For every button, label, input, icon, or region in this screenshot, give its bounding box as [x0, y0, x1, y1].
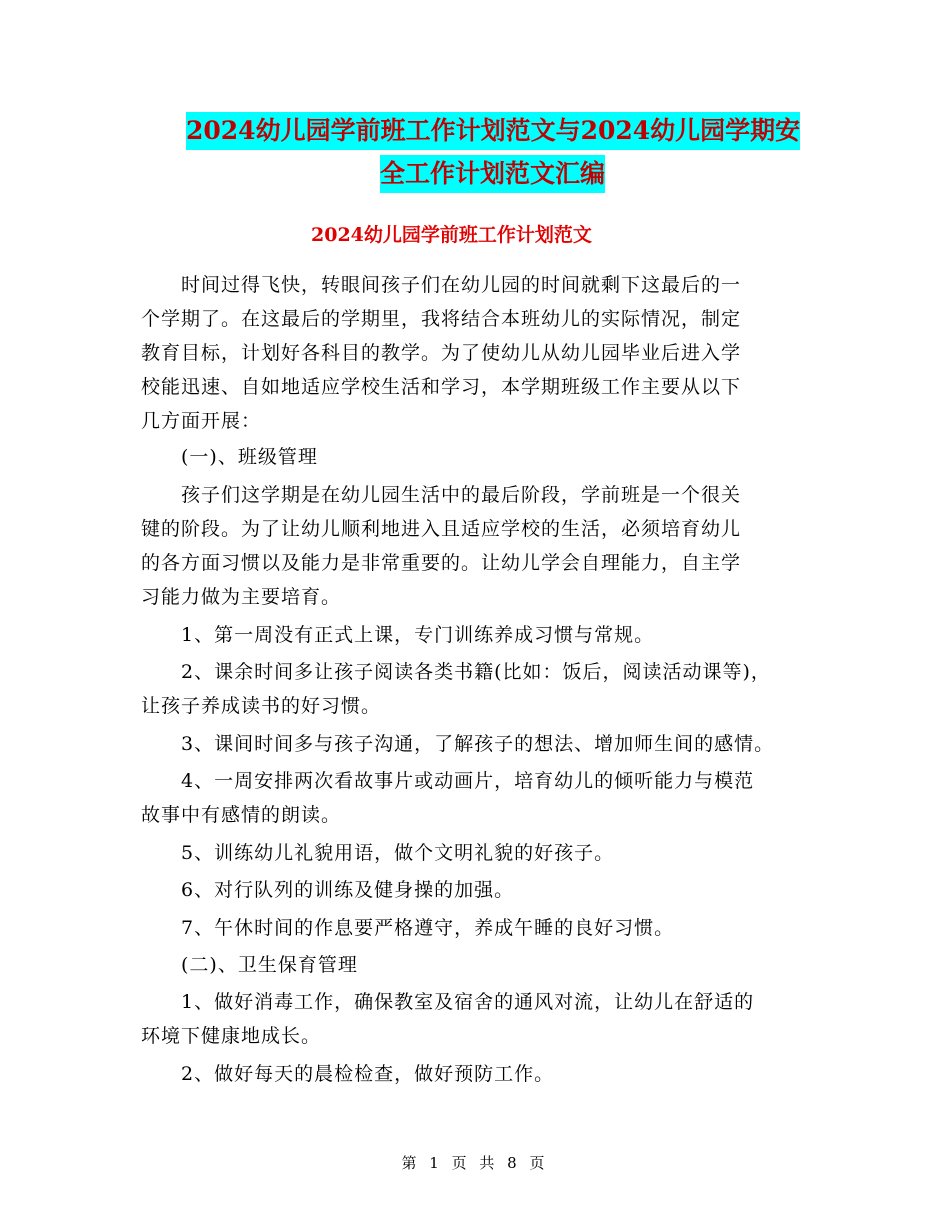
text-line: 时间过得飞快，转眼间孩子们在幼儿园的时间就剩下这最后的一: [141, 274, 742, 296]
text-line: 1、做好消毒工作，确保教室及宿舍的通风对流，让幼儿在舒适的: [141, 991, 755, 1013]
text-line: 个学期了。在这最后的学期里，我将结合本班幼儿的实际情况，制定: [141, 308, 742, 330]
text-line: 键的阶段。为了让幼儿顺利地进入且适应学校的生活，必须培育幼儿: [141, 518, 742, 540]
text-line: 教育目标，计划好各科目的教学。为了使幼儿从幼儿园毕业后进入学: [141, 342, 742, 364]
text-line: 5、训练幼儿礼貌用语，做个文明礼貌的好孩子。: [141, 842, 615, 864]
document-title-line-2: 全工作计划范文汇编: [380, 155, 605, 193]
text-line: 6、对行队列的训练及健身操的加强。: [141, 879, 515, 901]
text-line: 2、做好每天的晨检检查，做好预防工作。: [141, 1063, 555, 1085]
text-line: 环境下健康地成长。: [141, 1025, 322, 1047]
text-line: 让孩子养成读书的好习惯。: [141, 695, 382, 717]
text-line: 的各方面习惯以及能力是非常重要的。让幼儿学会自理能力，自主学: [141, 552, 742, 574]
text-line: (一)、班级管理: [141, 446, 318, 468]
text-line: 几方面开展：: [141, 410, 262, 432]
text-line: (二)、卫生保育管理: [141, 954, 358, 976]
text-line: 孩子们这学期是在幼儿园生活中的最后阶段，学前班是一个很关: [141, 484, 742, 506]
text-line: 习能力做为主要培育。: [141, 586, 342, 608]
text-line: 7、午休时间的作息要严格遵守，养成午睡的良好习惯。: [141, 917, 675, 939]
page-number: 第 1 页 共 8 页: [401, 1154, 549, 1172]
text-line: 2、课余时间多让孩子阅读各类书籍(比如：饭后，阅读活动课等)，: [141, 661, 771, 683]
text-line: 3、课间时间多与孩子沟通，了解孩子的想法、增加师生间的感情。: [141, 733, 775, 755]
section-title: 2024幼儿园学前班工作计划范文: [311, 224, 592, 246]
text-line: 校能迅速、自如地适应学校生活和学习，本学期班级工作主要从以下: [141, 376, 742, 398]
text-line: 4、一周安排两次看故事片或动画片，培育幼儿的倾听能力与模范: [141, 770, 755, 792]
document-title-line-1: 2024幼儿园学前班工作计划范文与2024幼儿园学期安: [186, 112, 800, 150]
text-line: 故事中有感情的朗读。: [141, 804, 342, 826]
text-line: 1、第一周没有正式上课，专门训练养成习惯与常规。: [141, 624, 655, 646]
